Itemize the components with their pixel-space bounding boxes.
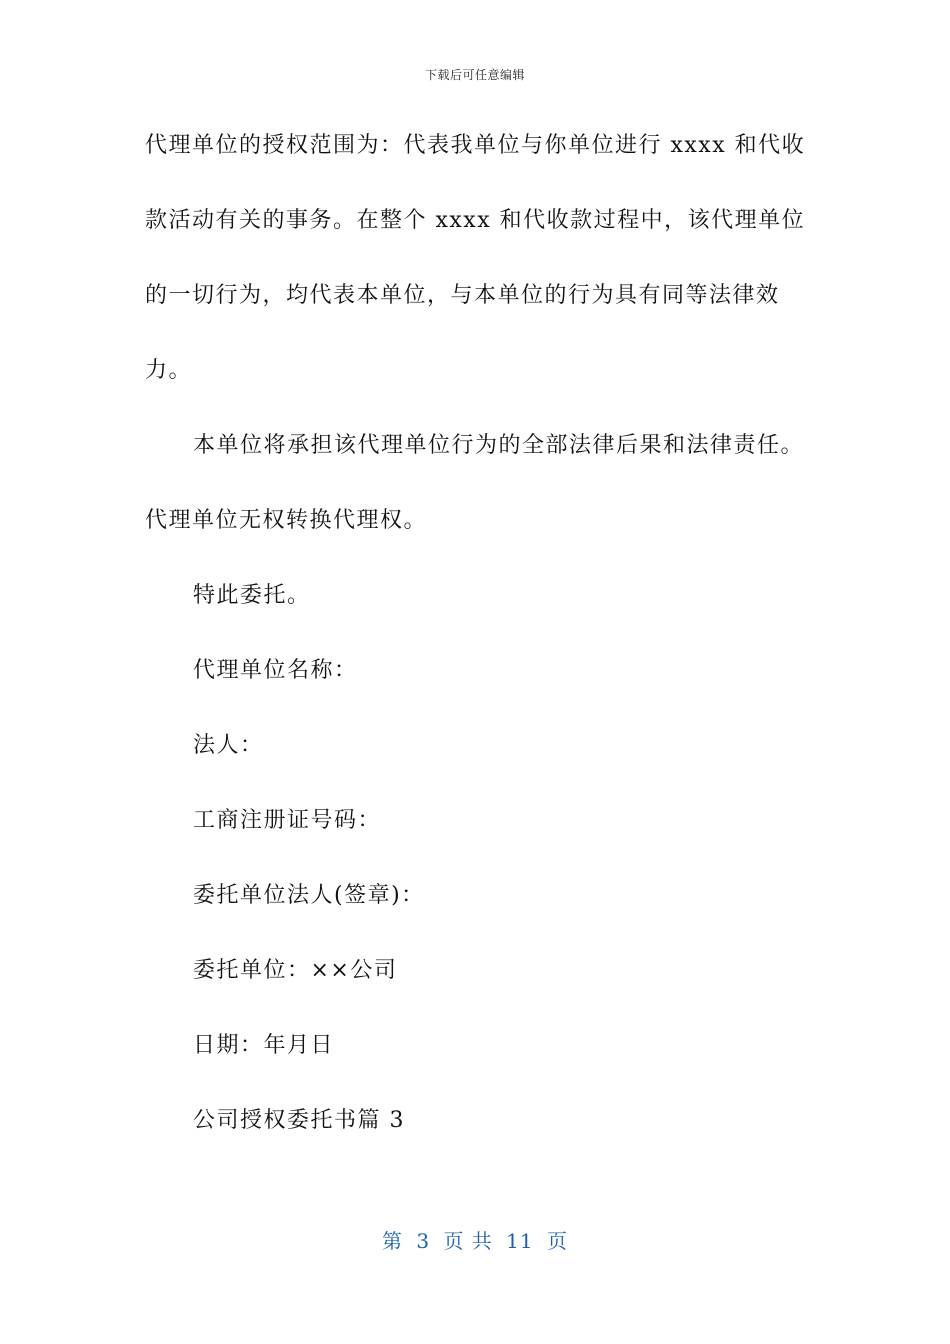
closing-phrase: 特此委托。 — [193, 583, 311, 608]
page-footer — [0, 1225, 950, 1254]
date-label: 日期：年月日 — [193, 1033, 335, 1058]
section-title: 公司授权委托书篇 3 — [193, 1108, 405, 1133]
paragraph-line: 的一切行为，均代表本单位，与本单位的行为具有同等法律效 — [145, 283, 780, 308]
header-text: 下载后可任意编辑 — [424, 68, 525, 82]
paragraph-line: 代理单位的授权范围为：代表我单位与你单位进行 xxxx 和代收 — [145, 133, 806, 158]
page-header — [0, 66, 950, 83]
paragraph-line: 力。 — [145, 358, 193, 383]
principal-company-label: 委托单位：××公司 — [193, 958, 398, 983]
agent-name-label: 代理单位名称： — [193, 658, 358, 683]
paragraph-line: 本单位将承担该代理单位行为的全部法律后果和法律责任。 — [193, 433, 805, 458]
principal-signature-label: 委托单位法人(签章)： — [193, 883, 425, 908]
document-body — [145, 126, 810, 1176]
paragraph-line: 款活动有关的事务。在整个 xxxx 和代收款过程中，该代理单位 — [145, 208, 806, 233]
footer-prefix: 第 — [382, 1229, 403, 1253]
current-page-number: 3 — [416, 1229, 431, 1253]
registration-number-label: 工商注册证号码： — [193, 808, 382, 833]
legal-person-label: 法人： — [193, 733, 264, 758]
footer-middle: 页 共 — [443, 1229, 493, 1253]
footer-suffix: 页 — [546, 1229, 568, 1253]
total-pages-number: 11 — [506, 1229, 534, 1253]
paragraph-line: 代理单位无权转换代理权。 — [145, 508, 428, 533]
